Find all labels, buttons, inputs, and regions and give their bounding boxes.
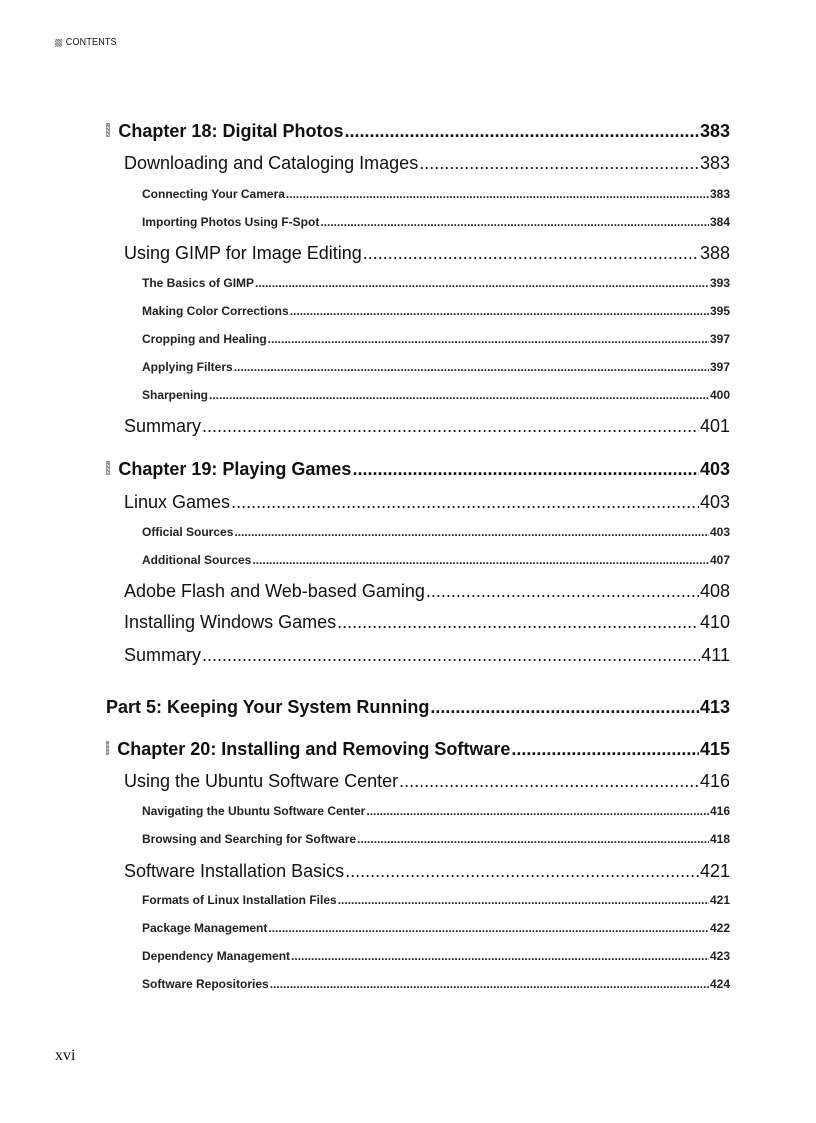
toc-part[interactable]: Part 5: Keeping Your System Running ..... 413 [106, 697, 730, 718]
toc-section[interactable]: Summary ..... 401 [124, 416, 730, 437]
running-header [55, 37, 117, 48]
toc-section[interactable]: Installing Windows Games ..... 410 [124, 612, 730, 633]
toc-subsection[interactable]: Formats of Linux Installation Files ..... 421 [142, 893, 730, 907]
toc-subsection[interactable]: Sharpening ..... 400 [142, 388, 730, 402]
toc-section[interactable]: Using GIMP for Image Editing ..... 388 [124, 243, 730, 264]
toc-subsection[interactable]: Browsing and Searching for Software ..... 418 [142, 832, 730, 846]
page-number: xvi [55, 1047, 76, 1064]
toc-subsection[interactable]: Additional Sources ..... 407 [142, 553, 730, 567]
toc-subsection[interactable]: Package Management ..... 422 [142, 921, 730, 935]
header-square-icon [55, 39, 62, 47]
toc-subsection[interactable]: Dependency Management ..... 423 [142, 949, 730, 963]
chapter-square-icon [106, 461, 110, 475]
toc-subsection[interactable]: Navigating the Ubuntu Software Center ..... 416 [142, 804, 730, 818]
toc-subsection[interactable]: Importing Photos Using F-Spot ..... 384 [142, 215, 730, 229]
toc-section[interactable]: Adobe Flash and Web-based Gaming ..... 408 [124, 581, 730, 602]
toc-section[interactable]: Using the Ubuntu Software Center ..... 416 [124, 771, 730, 792]
toc-chapter[interactable]: Chapter 20: Installing and Removing Software ..... 415 [106, 739, 730, 760]
toc-subsection[interactable]: Official Sources ..... 403 [142, 525, 730, 539]
chapter-square-icon [106, 123, 110, 137]
toc-chapter[interactable]: Chapter 18: Digital Photos ..... 383 [106, 121, 730, 142]
toc-section[interactable]: Downloading and Cataloging Images ..... 383 [124, 153, 730, 174]
toc-subsection[interactable]: Making Color Corrections ..... 395 [142, 304, 730, 318]
chapter-square-icon [106, 741, 109, 755]
toc-subsection[interactable]: Cropping and Healing ..... 397 [142, 332, 730, 346]
toc-subsection[interactable]: Applying Filters ..... 397 [142, 360, 730, 374]
toc-subsection[interactable]: The Basics of GIMP ..... 393 [142, 276, 730, 290]
toc-section[interactable]: Linux Games ..... 403 [124, 492, 730, 513]
toc-section[interactable]: Software Installation Basics ..... 421 [124, 861, 730, 882]
toc-chapter[interactable]: Chapter 19: Playing Games ..... 403 [106, 459, 730, 480]
toc-subsection[interactable]: Software Repositories ..... 424 [142, 977, 730, 991]
header-label: CONTENTS [65, 37, 117, 48]
toc-subsection[interactable]: Connecting Your Camera ..... 383 [142, 187, 730, 201]
toc-section[interactable]: Summary ..... 411 [124, 645, 730, 666]
